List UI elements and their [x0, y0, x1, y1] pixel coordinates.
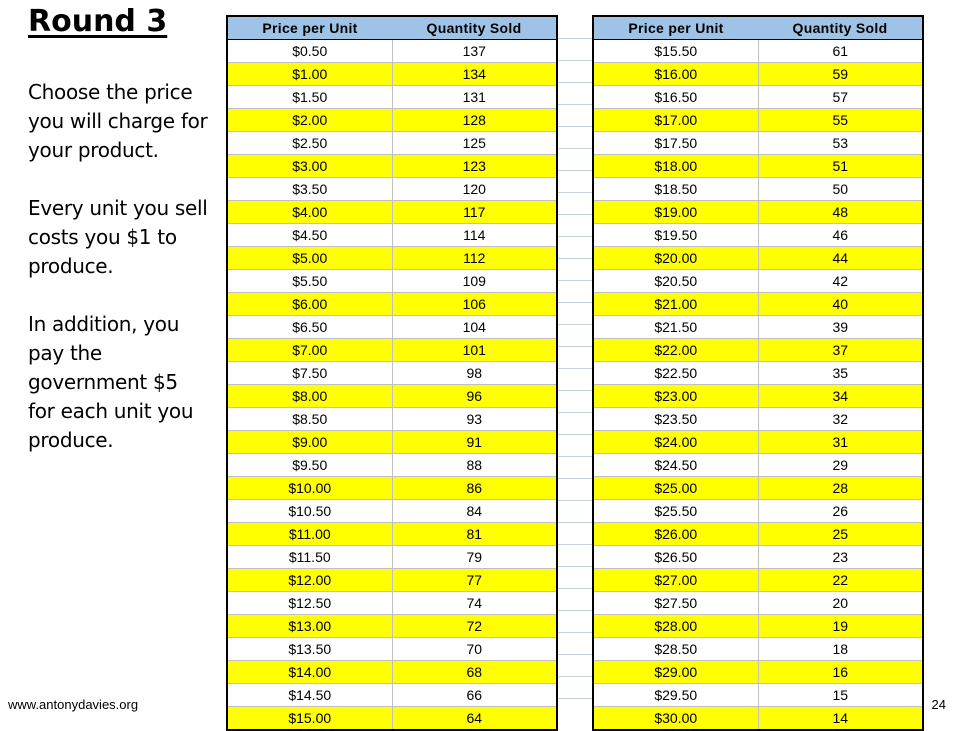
quantity-cell: 39 [758, 316, 923, 339]
price-cell: $29.00 [593, 661, 758, 684]
table-row [593, 247, 923, 270]
price-cell: $12.00 [227, 569, 392, 592]
header-price-per-unit: Price per Unit [593, 16, 758, 40]
quantity-cell: 22 [758, 569, 923, 592]
table-row [593, 638, 923, 661]
table-row [593, 431, 923, 454]
price-cell: $29.50 [593, 684, 758, 707]
quantity-cell: 44 [758, 247, 923, 270]
price-cell: $8.50 [227, 408, 392, 431]
table-row [227, 109, 557, 132]
price-cell: $7.00 [227, 339, 392, 362]
quantity-cell: 128 [392, 109, 557, 132]
quantity-cell: 31 [758, 431, 923, 454]
quantity-cell: 125 [392, 132, 557, 155]
quantity-cell: 72 [392, 615, 557, 638]
table-row [593, 385, 923, 408]
quantity-cell: 40 [758, 293, 923, 316]
quantity-cell: 86 [392, 477, 557, 500]
table-row [227, 339, 557, 362]
quantity-cell: 81 [392, 523, 557, 546]
table-row [593, 707, 923, 731]
table-row [227, 707, 557, 731]
price-cell: $16.00 [593, 63, 758, 86]
table-row [593, 316, 923, 339]
price-cell: $9.50 [227, 454, 392, 477]
instruction-choose-price: Choose the price you will charge for your product. [28, 80, 208, 162]
price-cell: $12.50 [227, 592, 392, 615]
quantity-cell: 112 [392, 247, 557, 270]
price-cell: $9.00 [227, 431, 392, 454]
table-row [227, 523, 557, 546]
price-cell: $18.00 [593, 155, 758, 178]
table-row [593, 615, 923, 638]
table-row [227, 546, 557, 569]
quantity-cell: 26 [758, 500, 923, 523]
price-cell: $11.00 [227, 523, 392, 546]
quantity-cell: 123 [392, 155, 557, 178]
price-cell: $20.00 [593, 247, 758, 270]
quantity-cell: 101 [392, 339, 557, 362]
price-cell: $22.50 [593, 362, 758, 385]
quantity-cell: 106 [392, 293, 557, 316]
table-row [593, 132, 923, 155]
table-row [593, 86, 923, 109]
table-row [593, 684, 923, 707]
quantity-cell: 46 [758, 224, 923, 247]
price-quantity-table-left [226, 15, 558, 731]
quantity-cell: 57 [758, 86, 923, 109]
quantity-cell: 91 [392, 431, 557, 454]
quantity-cell: 131 [392, 86, 557, 109]
price-cell: $27.00 [593, 569, 758, 592]
quantity-cell: 32 [758, 408, 923, 431]
quantity-cell: 84 [392, 500, 557, 523]
table-row [227, 40, 557, 63]
table-row [227, 247, 557, 270]
table-row [593, 454, 923, 477]
table-row [227, 592, 557, 615]
price-cell: $8.00 [227, 385, 392, 408]
price-cell: $15.50 [593, 40, 758, 63]
table-row [593, 293, 923, 316]
price-cell: $3.00 [227, 155, 392, 178]
price-cell: $17.00 [593, 109, 758, 132]
price-cell: $25.00 [593, 477, 758, 500]
quantity-cell: 77 [392, 569, 557, 592]
table-row [227, 224, 557, 247]
quantity-cell: 50 [758, 178, 923, 201]
price-cell: $27.50 [593, 592, 758, 615]
price-cell: $28.50 [593, 638, 758, 661]
price-cell: $20.50 [593, 270, 758, 293]
quantity-cell: 28 [758, 477, 923, 500]
table-row [227, 86, 557, 109]
table-header-row [227, 16, 557, 40]
price-cell: $2.00 [227, 109, 392, 132]
price-cell: $26.50 [593, 546, 758, 569]
price-cell: $24.00 [593, 431, 758, 454]
quantity-cell: 34 [758, 385, 923, 408]
quantity-cell: 68 [392, 661, 557, 684]
price-cell: $4.00 [227, 201, 392, 224]
table-row [227, 385, 557, 408]
table-row [227, 63, 557, 86]
table-row [227, 661, 557, 684]
quantity-cell: 120 [392, 178, 557, 201]
quantity-cell: 74 [392, 592, 557, 615]
table-row [593, 270, 923, 293]
table-row [593, 500, 923, 523]
price-cell: $19.50 [593, 224, 758, 247]
table-row [593, 63, 923, 86]
table-row [227, 362, 557, 385]
price-cell: $4.50 [227, 224, 392, 247]
table-row [227, 408, 557, 431]
quantity-cell: 23 [758, 546, 923, 569]
table-row [227, 569, 557, 592]
quantity-cell: 29 [758, 454, 923, 477]
table-row [227, 477, 557, 500]
price-cell: $23.50 [593, 408, 758, 431]
price-cell: $21.00 [593, 293, 758, 316]
page-number: 24 [931, 697, 946, 712]
quantity-cell: 48 [758, 201, 923, 224]
instruction-government-fee: In addition, you pay the government $5 for each unit you produce. [28, 312, 194, 452]
header-quantity-sold: Quantity Sold [392, 16, 557, 40]
quantity-cell: 55 [758, 109, 923, 132]
table-row [593, 523, 923, 546]
table-row [593, 569, 923, 592]
price-cell: $22.00 [593, 339, 758, 362]
quantity-cell: 88 [392, 454, 557, 477]
price-cell: $1.00 [227, 63, 392, 86]
quantity-cell: 117 [392, 201, 557, 224]
instruction-unit-cost: Every unit you sell costs you $1 to produce. [28, 196, 208, 278]
quantity-cell: 64 [392, 707, 557, 731]
table-row [593, 201, 923, 224]
quantity-cell: 25 [758, 523, 923, 546]
table-row [227, 316, 557, 339]
table-row [593, 109, 923, 132]
quantity-cell: 53 [758, 132, 923, 155]
quantity-cell: 35 [758, 362, 923, 385]
quantity-cell: 15 [758, 684, 923, 707]
quantity-cell: 42 [758, 270, 923, 293]
quantity-cell: 37 [758, 339, 923, 362]
price-cell: $16.50 [593, 86, 758, 109]
table-row [227, 684, 557, 707]
header-quantity-sold: Quantity Sold [758, 16, 923, 40]
price-cell: $13.00 [227, 615, 392, 638]
quantity-cell: 114 [392, 224, 557, 247]
quantity-cell: 104 [392, 316, 557, 339]
table-row [227, 155, 557, 178]
table-row [227, 638, 557, 661]
price-cell: $18.50 [593, 178, 758, 201]
price-cell: $10.00 [227, 477, 392, 500]
quantity-cell: 51 [758, 155, 923, 178]
price-cell: $26.00 [593, 523, 758, 546]
quantity-cell: 109 [392, 270, 557, 293]
table-row [227, 132, 557, 155]
table-row [593, 592, 923, 615]
price-quantity-table-right [592, 15, 924, 731]
price-cell: $25.50 [593, 500, 758, 523]
price-cell: $7.50 [227, 362, 392, 385]
table-row [593, 339, 923, 362]
quantity-cell: 79 [392, 546, 557, 569]
price-cell: $19.00 [593, 201, 758, 224]
price-cell: $2.50 [227, 132, 392, 155]
table-row [227, 201, 557, 224]
quantity-cell: 98 [392, 362, 557, 385]
header-price-per-unit: Price per Unit [227, 16, 392, 40]
quantity-cell: 18 [758, 638, 923, 661]
table-row [593, 224, 923, 247]
price-cell: $6.00 [227, 293, 392, 316]
table-header-row [593, 16, 923, 40]
quantity-cell: 66 [392, 684, 557, 707]
price-cell: $5.50 [227, 270, 392, 293]
table-row [227, 615, 557, 638]
price-cell: $13.50 [227, 638, 392, 661]
table-row [593, 40, 923, 63]
price-cell: $6.50 [227, 316, 392, 339]
table-body-right [593, 40, 923, 731]
price-cell: $17.50 [593, 132, 758, 155]
quantity-cell: 93 [392, 408, 557, 431]
price-cell: $14.50 [227, 684, 392, 707]
table-row [227, 293, 557, 316]
price-cell: $21.50 [593, 316, 758, 339]
table-row [593, 661, 923, 684]
table-row [227, 454, 557, 477]
instructions [28, 78, 208, 455]
table-row [227, 500, 557, 523]
page-title: Round 3 [28, 4, 168, 39]
table-row [227, 270, 557, 293]
price-cell: $24.50 [593, 454, 758, 477]
table-row [593, 178, 923, 201]
table-row [593, 477, 923, 500]
price-cell: $23.00 [593, 385, 758, 408]
quantity-cell: 14 [758, 707, 923, 731]
price-cell: $5.00 [227, 247, 392, 270]
quantity-cell: 70 [392, 638, 557, 661]
footer-website: www.antonydavies.org [8, 697, 139, 712]
price-cell: $14.00 [227, 661, 392, 684]
quantity-cell: 16 [758, 661, 923, 684]
table-row [227, 178, 557, 201]
quantity-cell: 137 [392, 40, 557, 63]
price-cell: $28.00 [593, 615, 758, 638]
spreadsheet-gridlines [558, 17, 592, 699]
table-row [593, 546, 923, 569]
price-cell: $10.50 [227, 500, 392, 523]
quantity-cell: 20 [758, 592, 923, 615]
quantity-cell: 134 [392, 63, 557, 86]
table-row [593, 155, 923, 178]
price-cell: $0.50 [227, 40, 392, 63]
price-cell: $15.00 [227, 707, 392, 731]
table-row [593, 362, 923, 385]
table-row [227, 431, 557, 454]
quantity-cell: 19 [758, 615, 923, 638]
price-cell: $11.50 [227, 546, 392, 569]
table-body-left [227, 40, 557, 731]
price-cell: $1.50 [227, 86, 392, 109]
quantity-cell: 61 [758, 40, 923, 63]
quantity-cell: 59 [758, 63, 923, 86]
quantity-cell: 96 [392, 385, 557, 408]
table-row [593, 408, 923, 431]
price-cell: $3.50 [227, 178, 392, 201]
price-cell: $30.00 [593, 707, 758, 731]
